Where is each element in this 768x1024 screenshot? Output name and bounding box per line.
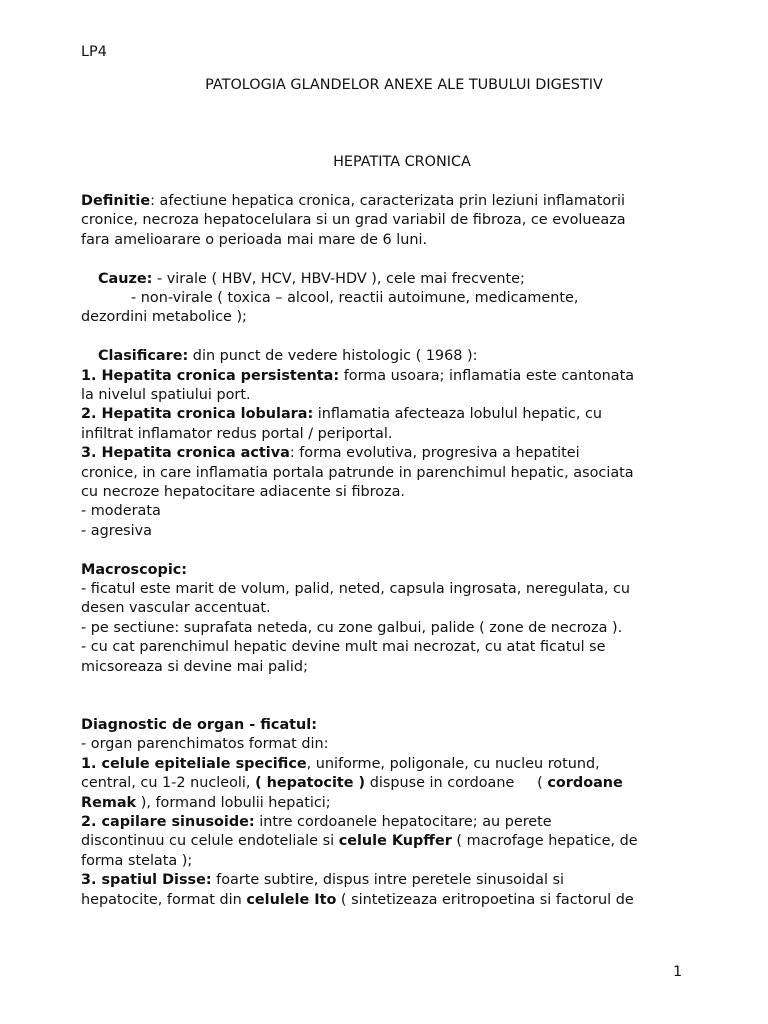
diagnostic-item-line: central, cu 1-2 nucleoli, ( hepatocite ) dispuse in cordoane ( cordoane (81, 775, 623, 792)
diagnostic-item: 1. celule epiteliale specifice, uniforme, poligonale, cu nucleu rotund, (81, 755, 600, 772)
classification-subtype: - moderata (81, 503, 161, 520)
causes-line: dezordini metabolice ); (81, 309, 247, 326)
classification-item-line: infiltrat inflamator redus portal / periportal. (81, 425, 393, 442)
classification-item: 3. Hepatita cronica activa: forma evolutiva, progresiva a hepatitei (81, 445, 580, 462)
diagnostic-heading: Diagnostic de organ - ficatul: (81, 716, 317, 733)
definition-label: Definitie (81, 193, 151, 209)
diagnostic-line: - organ parenchimatos format din: (81, 736, 329, 753)
diagnostic-item-line: discontinuu cu celule endoteliale si celule Kupffer ( macrofage hepatice, de (81, 833, 638, 850)
causes-line: Cauze: - virale ( HBV, HCV, HBV-HDV ), cele mai frecvente; (98, 270, 525, 287)
classification-subtype: - agresiva (81, 522, 153, 539)
macroscopic-line: micsoreaza si devine mai palid; (81, 658, 308, 675)
definition-line: fara amelioarare o perioada mai mare de 6 luni. (81, 231, 428, 248)
diagnostic-item-line: forma stelata ); (81, 852, 193, 869)
classification-item: 1. Hepatita cronica persistenta: forma usoara; inflamatia este cantonata (81, 367, 635, 384)
lab-header: LP4 (81, 44, 107, 60)
macroscopic-line: - ficatul este marit de volum, palid, neted, capsula ingrosata, neregulata, cu (81, 581, 631, 598)
document-title: PATOLOGIA GLANDELOR ANEXE ALE TUBULUI DIGESTIV (205, 77, 603, 93)
definition-line: Definitie: afectiune hepatica cronica, caracterizata prin leziuni inflamatorii (81, 193, 626, 209)
classification-item-line: cu necroze hepatocitare adiacente si fibroza. (81, 484, 405, 501)
causes-label: Cauze: (98, 270, 153, 287)
classification-label: Clasificare: (98, 348, 189, 365)
diagnostic-item-line: Remak ), formand lobulii hepatici; (81, 794, 331, 811)
macroscopic-line: - cu cat parenchimul hepatic devine mult mai necrozat, cu atat ficatul se (81, 639, 606, 656)
document-body (81, 192, 681, 910)
macroscopic-line: desen vascular accentuat. (81, 600, 271, 617)
diagnostic-item: 3. spatiul Disse: foarte subtire, dispus intre peretele sinusoidal si (81, 872, 565, 889)
macroscopic-heading: Macroscopic: (81, 561, 188, 578)
definition-line: cronice, necroza hepatocelulara si un grad variabil de fibroza, ce evolueaza (81, 212, 626, 229)
macroscopic-line: - pe sectiune: suprafata neteda, cu zone galbui, palide ( zone de necroza ). (81, 619, 623, 636)
causes-line: - non-virale ( toxica – alcool, reactii autoimune, medicamente, (131, 290, 579, 307)
diagnostic-item: 2. capilare sinusoide: intre cordoanele hepatocitare; au perete (81, 813, 552, 830)
diagnostic-item-line: hepatocite, format din celulele Ito ( sintetizeaza eritropoetina si factorul de (81, 891, 634, 908)
classification-item: 2. Hepatita cronica lobulara: inflamatia afecteaza lobulul hepatic, cu (81, 406, 603, 423)
classification-item-line: la nivelul spatiului port. (81, 387, 251, 404)
page-number: 1 (673, 964, 683, 980)
classification-line: Clasificare: din punct de vedere histologic ( 1968 ): (98, 348, 478, 365)
classification-item-line: cronice, in care inflamatia portala patrunde in parenchimul hepatic, asociata (81, 464, 634, 481)
section-title: HEPATITA CRONICA (333, 154, 471, 170)
